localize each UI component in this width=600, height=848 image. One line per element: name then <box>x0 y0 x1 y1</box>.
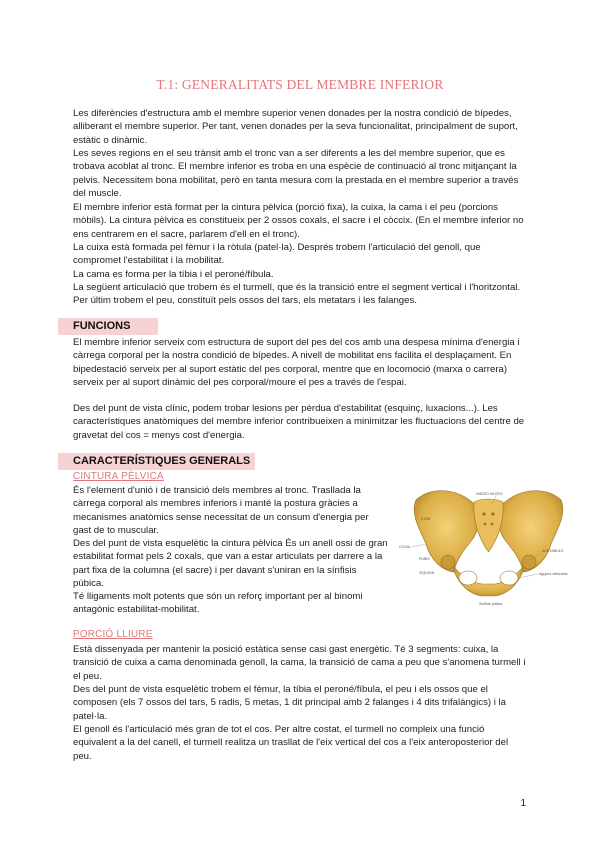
subheading-cintura-pelvica: CINTURA PÈLVICA <box>73 471 164 482</box>
figure-label: Agujero obturador <box>539 572 568 576</box>
paragraph: Des del punt de vista clínic, podem trobar lesions per pèrdua d'estabilitat (esquinç, luxacions...). Les característiques anatòmiques del membre inferior contribueixen a minimitzar les fluctuacions del centre de gravetat del cos = menys cost d'energia. <box>73 403 525 441</box>
section-heading-funcions: FUNCIONS <box>73 320 131 332</box>
paragraph: El membre inferior està format per la cintura pèlvica (porció fixa), la cuixa, la cama i el peu (porcions mòbils). La cintura pèlvica es constitueix per 2 ossos coxals, el sacre i el còccix. (En el membre inferior no ens centrarem en el sacre, parlarem d'ell en el tronc). <box>73 202 524 240</box>
figure-label: Sínfisis púbica <box>479 602 503 606</box>
paragraph: La següent articulació que trobem és el turmell, que és la transició entre el segment vertical i l'horitzontal. Per últim trobem el peu, constituït pels ossos del tars, els metatars i les falanges. <box>73 282 521 307</box>
figure-label: ACETABULO <box>542 549 564 553</box>
subheading-porcio-lliure: PORCIÓ LLIURE <box>73 629 153 640</box>
figure-label: PUBIS <box>419 557 430 561</box>
paragraph: És l'element d'unió i de transició dels membres al tronc. Trasllada la càrrega corporal als membres inferiors i manté la postura gràcies a mecanismes anatòmics sense necessitat de un consum d'energia per gast de to muscular. <box>73 485 369 537</box>
figure-label: HUESO SACRO <box>476 492 503 496</box>
paragraph: Les diferències d'estructura amb el membre superior venen donades per la nostra condició de bípedes, alliberant el membre superior. Per tant, venen donades per la seva funcionalitat, principalment de suport, estàtic o dinàmic. <box>73 108 518 146</box>
section-heading-caracteristiques: CARACTERÍSTIQUES GENERALS <box>73 455 251 467</box>
pelvis-illustration-icon <box>396 478 581 612</box>
paragraph: Des del punt de vista esquelètic la cintura pèlvica És un anell ossi de gran estabilitat format pels 2 coxals, que van a estar articulats per darrere a la part fixa de la columna (el sacre) i per davant s'uniran en la sínfisis púbica. <box>73 538 388 590</box>
figure-label: COXAL <box>399 545 412 549</box>
paragraph: Està dissenyada per mantenir la posició estàtica sense casi gast energètic. Té 3 segments: cuixa, la transició de cuixa a cama denominada genoll, la cama, la transició de cama a peu que s'anomena turmell i el peu. <box>73 644 526 682</box>
paragraph: La cama es forma per la tíbia i el peroné/fíbula. <box>73 269 274 280</box>
paragraph: El genoll és l'articulació més gran de tot el cos. Per altre costat, el turmell no compleix una funció equivalent a la del canell, el turmell realitza un trasllat de l'eix vertical del cos a l'eix anteroposterior del peu. <box>73 724 509 762</box>
figure-label: ILION <box>421 517 431 521</box>
paragraph: El membre inferior serveix com estructura de suport del pes del cos amb una despesa mínima d'energia i càrrega corporal per la nostra condició de bípedes. A nivell de mobilitat ens facilita el desplaçament. En bipedestació serveix per al suport estàtic del pes corporal, mentre que en locomoció (marxa o carrera) serveix per al suport dinàmic del pes corporal/moure el pes a través de l'espai. <box>73 337 520 389</box>
paragraph: Des del punt de vista esquelètic trobem el fèmur, la tíbia el peroné/fíbula, el peu i els ossos que el composen (els 7 ossos del tars, 5 radis, 5 metas, 1 dit principal amb 2 falanges i 4 dits trifalàngics) i la patel·la. <box>73 684 506 722</box>
paragraph: Té lligaments molt potents que són un reforç important per al binomi antagònic estabilitat-mobilitat. <box>73 591 363 616</box>
paragraph: La cuixa està formada pel fèmur i la ròtula (patel·la). Després trobem l'articulació del genoll, que compromet l'estabilitat i la mobilitat. <box>73 242 481 267</box>
paragraph: Les seves regions en el seu trànsit amb el tronc van a ser diferents a les del membre superior, que es trobava acoblat al tronc. El membre inferior es troba en una espècie de continuació al tronc mitjançant la pelvis. Necessitem bona mobilitat, però en tanta mesura com la prestada en el membre superior a través del muscle. <box>73 148 519 200</box>
document-title: T.1: GENERALITATS DEL MEMBRE INFERIOR <box>156 77 444 92</box>
page-number: 1 <box>520 798 526 809</box>
figure-label: ISQUION <box>419 571 435 575</box>
